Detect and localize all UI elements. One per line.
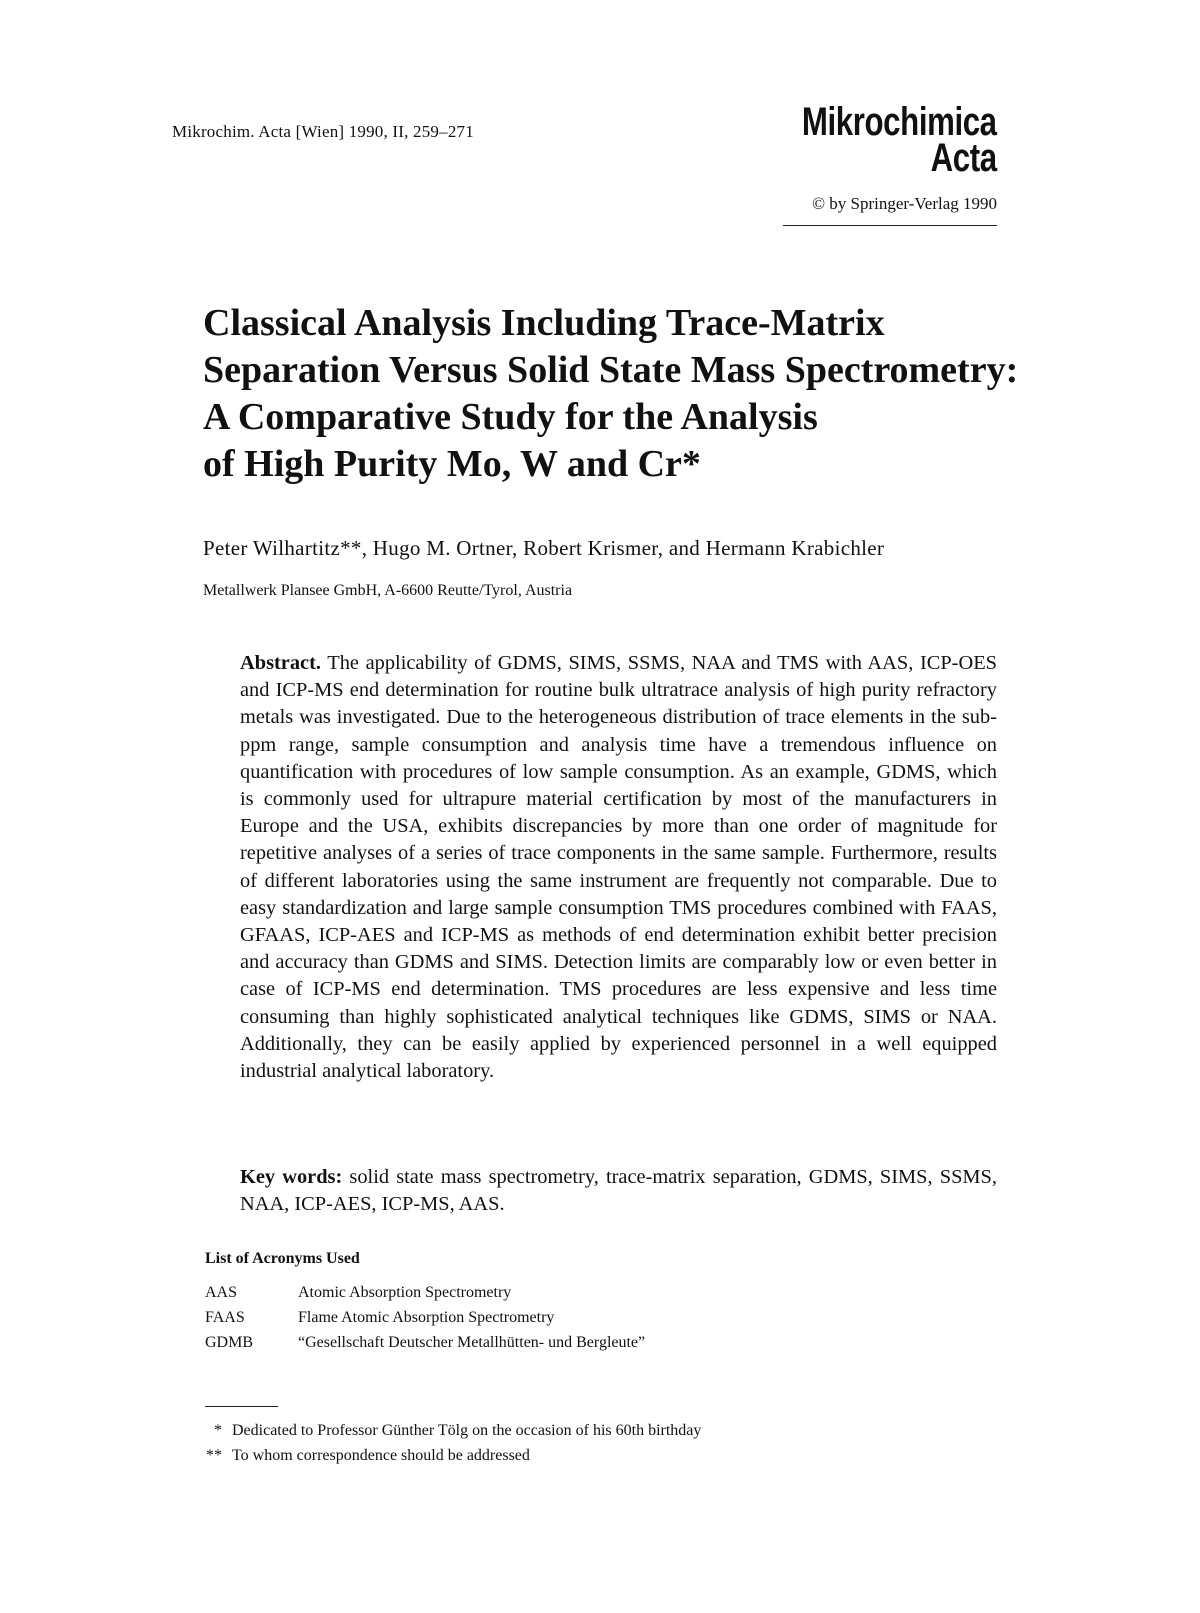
footnote-text: To whom correspondence should be addressed: [232, 1447, 530, 1464]
abstract-text: The applicability of GDMS, SIMS, SSMS, NAA and TMS with AAS, ICP-OES and ICP-MS end determination for routine bulk ultratrace analysis of high purity refractory metals was investigated. Due to the heterogeneous distribution of trace elements in the sub-ppm range, sample consumption and analysis time have a tremendous influence on quantification with procedures of low sample consumption. As an example, GDMS, which is commonly used for ultrapure material certification by most of the manufacturers in Europe and the USA, exhibits discrepancies by more than one order of magnitude for repetitive analyses of a series of trace components in the same sample. Furthermore, results of different laboratories using the same instrument are frequently not comparable. Due to easy standardization and large sample consumption TMS procedures combined with FAAS, GFAAS, ICP-AES and ICP-MS as methods of end determination exhibit better precision and accuracy than GDMS and SIMS. Detection limits are comparably low or even better in case of ICP-MS end determination. TMS procedures are less expensive and less time consuming than highly sophisticated analytical techniques like GDMS, SIMS or NAA. Additionally, they can be easily applied by experienced personnel in a well equipped industrial analytical laboratory.: [240, 652, 997, 1083]
copyright-notice: © by Springer-Verlag 1990: [812, 194, 997, 213]
keywords: [240, 1164, 997, 1218]
footnotes: [188, 1418, 701, 1468]
acronym-meaning: Flame Atomic Absorption Spectrometry: [298, 1309, 555, 1326]
acronym-abbr: AAS: [205, 1284, 238, 1301]
journal-citation: Mikrochim. Acta [Wien] 1990, II, 259–271: [172, 122, 474, 141]
title-line: of High Purity Mo, W and Cr*: [203, 443, 701, 485]
paper-title: [203, 300, 1023, 488]
acronym-abbr: GDMB: [205, 1334, 254, 1351]
keywords-text: solid state mass spectrometry, trace-matrix separation, GDMS, SIMS, SSMS, NAA, ICP-AES, ICP-MS, AAS.: [240, 1166, 997, 1216]
affiliation: Metallwerk Plansee GmbH, A-6600 Reutte/Tyrol, Austria: [203, 582, 573, 599]
acronym-row: [205, 1330, 645, 1355]
title-line: Separation Versus Solid State Mass Spectrometry:: [203, 349, 1019, 391]
acronyms-list: [205, 1280, 645, 1355]
footnote-mark: *: [214, 1422, 222, 1439]
journal-logo-line2: Acta: [930, 136, 997, 180]
acronym-row: [205, 1305, 645, 1330]
footnote-rule: [205, 1406, 278, 1407]
journal-logo-line1: Mikrochimica: [802, 100, 997, 144]
title-line: Classical Analysis Including Trace-Matrix: [203, 302, 885, 344]
title-line: A Comparative Study for the Analysis: [203, 396, 818, 438]
footnote: [188, 1418, 701, 1443]
header-rule: [783, 225, 997, 226]
author-list: Peter Wilhartitz**, Hugo M. Ortner, Robert Krismer, and Hermann Krabichler: [203, 536, 885, 560]
abstract: [240, 650, 997, 1085]
journal-logo: [802, 100, 997, 180]
acronym-abbr: FAAS: [205, 1309, 245, 1326]
keywords-label: Key words:: [240, 1166, 343, 1188]
acronym-row: [205, 1280, 645, 1305]
abstract-label: Abstract.: [240, 652, 321, 674]
acronym-meaning: “Gesellschaft Deutscher Metallhütten- und Bergleute”: [298, 1334, 646, 1351]
footnote-mark: **: [206, 1447, 222, 1464]
footnote: [188, 1443, 701, 1468]
acronyms-heading: List of Acronyms Used: [205, 1250, 360, 1267]
acronym-meaning: Atomic Absorption Spectrometry: [298, 1284, 512, 1301]
footnote-text: Dedicated to Professor Günther Tölg on the occasion of his 60th birthday: [232, 1422, 702, 1439]
